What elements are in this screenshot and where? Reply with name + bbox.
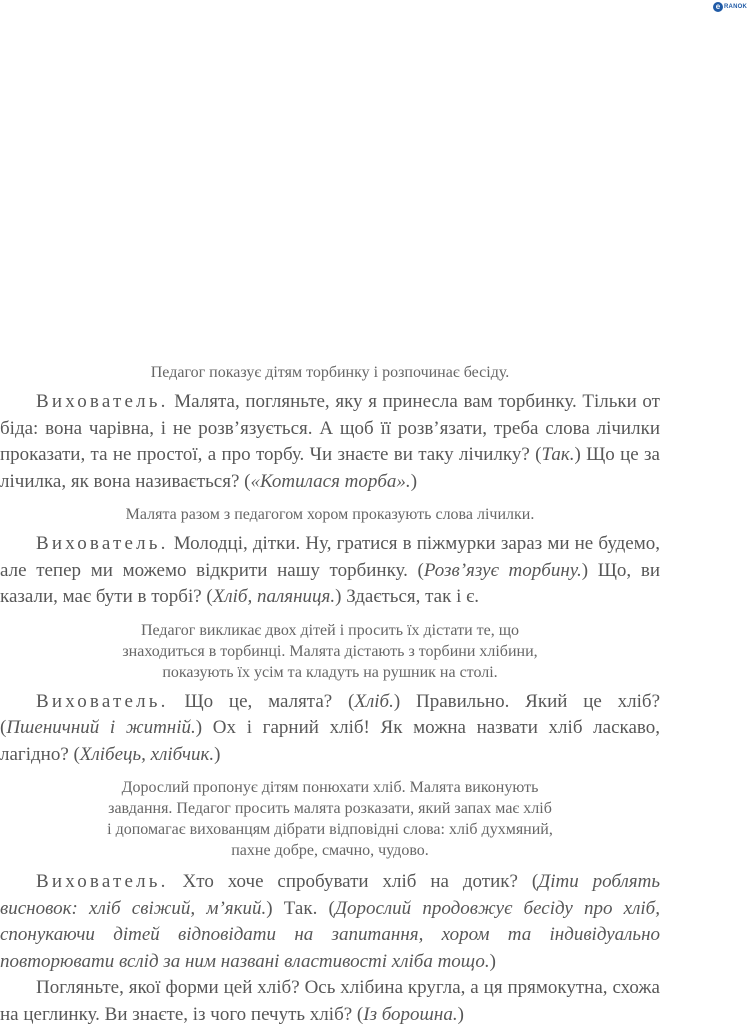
dialogue-paragraph-4: Вихователь. Хто хоче спробувати хліб на дотик? (Діти роблять висновок: хліб свіжий, м’який.) Так. (Дорослий продовжує бесіду про хліб, спонукаючи дітей відповідати на запитання, хором та індивідуально повторювати вслід за ним названі властивості хліба тощо.) <box>0 871 660 972</box>
stage-direction-2: Малята разом з педагогом хором проказують слова лічилки. <box>125 506 535 523</box>
speaker-label: Вихователь. <box>36 391 169 412</box>
logo-text: RANOK <box>724 4 747 10</box>
stage-direction-3: Педагог викликає двох дітей і просить їх дістати те, що знаходиться в торбинці. Малята дістають з торбини хлібини, показують їх усім та кладуть на рушник на столі. <box>122 621 538 681</box>
speaker-label: Вихователь. <box>36 871 169 892</box>
dialogue-paragraph-3: Вихователь. Що це, малята? (Хліб.) Правильно. Який це хліб? (Пшеничний і житній.) Ох і гарний хліб! Як можна назвати хліб ласкаво, лагідно? (Хлібець, хлібчик.) <box>0 690 660 765</box>
dialogue-paragraph-2: Вихователь. Молодці, дітки. Ну, гратися в піжмурки зараз ми не будемо, але тепер ми можемо відкрити нашу торбинку. (Розв’язує торбину.) Що, ви казали, має бути в торбі? (Хліб, паляниця.) Здається, так і є. <box>0 533 660 607</box>
speaker-label: Вихователь. <box>36 533 169 554</box>
logo-mark: e <box>713 2 723 12</box>
publisher-logo <box>713 2 747 12</box>
dialogue-paragraph-1: Вихователь. Малята, погляньте, яку я принесла вам торбинку. Тільки от біда: вона чарівна, і не розв’язується. А щоб її розв’язати, треба слова лічилки проказати, та не простої, а про торбу. Чи знаєте ви таку лічилку? (Так.) Що це за лічилка, як вона називається? («Котилася торба».) <box>0 391 660 492</box>
stage-direction-1: Педагог показує дітям торбинку і розпочинає бесіду. <box>150 364 510 381</box>
speaker-label: Вихователь. <box>36 690 169 712</box>
page-text <box>0 362 660 1025</box>
dialogue-paragraph-5: Погляньте, якої форми цей хліб? Ось хлібина кругла, а ця прямокутна, схожа на цеглинку. Ви знаєте, із чого печуть хліб? (Із борошна.) <box>0 977 660 1025</box>
stage-direction-4: Дорослий пропонує дітям понюхати хліб. Малята виконують завдання. Педагог просить малята розказати, який запах має хліб і допомагає вихованцям дібрати відповідні слова: хліб духмяний, пахне добре, смачно, чудово. <box>107 779 553 859</box>
